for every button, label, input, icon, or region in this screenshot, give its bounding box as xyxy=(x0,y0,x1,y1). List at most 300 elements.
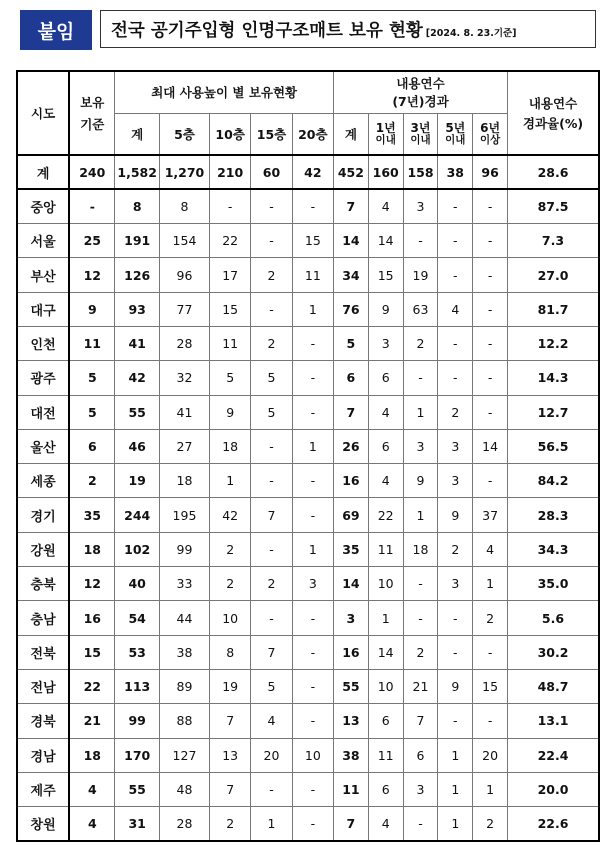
cell-region: 인천 xyxy=(17,326,69,360)
cell-standard: 25 xyxy=(69,224,115,258)
cell-region: 서울 xyxy=(17,224,69,258)
cell-h-total: 102 xyxy=(115,532,160,566)
cell-l5: - xyxy=(438,189,473,223)
cell-l-total: 38 xyxy=(334,738,369,772)
cell-l3: 18 xyxy=(403,532,438,566)
cell-l6: 4 xyxy=(473,532,508,566)
sub-height-total: 계 xyxy=(115,113,160,155)
cell-l1: 6 xyxy=(368,429,403,463)
table-row xyxy=(17,635,599,669)
cell-region: 창원 xyxy=(17,807,69,841)
cell-h15: - xyxy=(251,292,292,326)
cell-standard: 4 xyxy=(69,772,115,806)
cell-h20: 3 xyxy=(292,567,333,601)
cell-l3: - xyxy=(403,807,438,841)
cell-l6: - xyxy=(473,635,508,669)
cell-h10: 10 xyxy=(210,601,251,635)
col-rate-header xyxy=(508,71,600,155)
table-row xyxy=(17,395,599,429)
cell-l1: 4 xyxy=(368,189,403,223)
cell-h10: 15 xyxy=(210,292,251,326)
cell-region: 대구 xyxy=(17,292,69,326)
cell-l6: 96 xyxy=(473,155,508,189)
cell-h10: 17 xyxy=(210,258,251,292)
cell-l6: 2 xyxy=(473,601,508,635)
cell-h-total: 126 xyxy=(115,258,160,292)
cell-h5: 99 xyxy=(159,532,209,566)
cell-h5: 88 xyxy=(159,704,209,738)
sub-height-10: 10층 xyxy=(210,113,251,155)
cell-l1: 10 xyxy=(368,567,403,601)
cell-h-total: 42 xyxy=(115,361,160,395)
cell-h10: 7 xyxy=(210,704,251,738)
cell-l3: 3 xyxy=(403,429,438,463)
cell-h15: 1 xyxy=(251,807,292,841)
cell-rate: 48.7 xyxy=(508,669,600,703)
sub-life-1y-l1: 1년 xyxy=(375,120,396,135)
cell-h20: 1 xyxy=(292,292,333,326)
cell-h10: - xyxy=(210,189,251,223)
cell-l5: - xyxy=(438,361,473,395)
sub-height-15: 15층 xyxy=(251,113,292,155)
cell-h20: - xyxy=(292,361,333,395)
cell-h-total: 55 xyxy=(115,772,160,806)
cell-l5: - xyxy=(438,704,473,738)
col-standard-line1: 보유 xyxy=(80,95,105,110)
cell-h10: 11 xyxy=(210,326,251,360)
cell-h-total: 46 xyxy=(115,429,160,463)
cell-region: 대전 xyxy=(17,395,69,429)
cell-rate: 20.0 xyxy=(508,772,600,806)
cell-l6: - xyxy=(473,224,508,258)
cell-l1: 6 xyxy=(368,361,403,395)
cell-rate: 5.6 xyxy=(508,601,600,635)
title-box xyxy=(100,10,596,48)
cell-h15: 2 xyxy=(251,258,292,292)
cell-region: 전남 xyxy=(17,669,69,703)
cell-h15: 60 xyxy=(251,155,292,189)
cell-h10: 9 xyxy=(210,395,251,429)
cell-h5: 33 xyxy=(159,567,209,601)
cell-l3: 9 xyxy=(403,464,438,498)
cell-l3: 2 xyxy=(403,635,438,669)
sub-life-5y-l1: 5년 xyxy=(445,120,466,135)
cell-l3: 6 xyxy=(403,738,438,772)
cell-h15: 7 xyxy=(251,498,292,532)
cell-l6: - xyxy=(473,361,508,395)
cell-rate: 13.1 xyxy=(508,704,600,738)
cell-standard: 240 xyxy=(69,155,115,189)
cell-rate: 35.0 xyxy=(508,567,600,601)
cell-h20: - xyxy=(292,498,333,532)
cell-l5: - xyxy=(438,258,473,292)
cell-standard: 16 xyxy=(69,601,115,635)
cell-standard: 18 xyxy=(69,738,115,772)
table-row xyxy=(17,292,599,326)
cell-standard: 18 xyxy=(69,532,115,566)
cell-l1: 6 xyxy=(368,704,403,738)
cell-h-total: 53 xyxy=(115,635,160,669)
table-row xyxy=(17,532,599,566)
cell-region: 충북 xyxy=(17,567,69,601)
cell-h5: 28 xyxy=(159,807,209,841)
cell-region: 울산 xyxy=(17,429,69,463)
cell-region: 중앙 xyxy=(17,189,69,223)
cell-l5: 3 xyxy=(438,429,473,463)
cell-h-total: 54 xyxy=(115,601,160,635)
cell-l5: - xyxy=(438,635,473,669)
cell-h5: 127 xyxy=(159,738,209,772)
cell-l6: 1 xyxy=(473,772,508,806)
cell-standard: 2 xyxy=(69,464,115,498)
cell-region: 경북 xyxy=(17,704,69,738)
table-row xyxy=(17,601,599,635)
cell-h15: 2 xyxy=(251,567,292,601)
cell-h-total: 55 xyxy=(115,395,160,429)
cell-l3: 2 xyxy=(403,326,438,360)
table-row xyxy=(17,669,599,703)
cell-l3: 63 xyxy=(403,292,438,326)
table-row xyxy=(17,567,599,601)
col-rate-line2: 경과율(%) xyxy=(522,116,584,131)
sub-life-1y xyxy=(368,113,403,155)
cell-l-total: 14 xyxy=(334,567,369,601)
cell-h20: - xyxy=(292,395,333,429)
cell-l5: - xyxy=(438,224,473,258)
group-life-line2: (7년)경과 xyxy=(392,94,449,110)
cell-l6: 14 xyxy=(473,429,508,463)
cell-h15: - xyxy=(251,772,292,806)
cell-h20: 1 xyxy=(292,532,333,566)
cell-l3: 3 xyxy=(403,189,438,223)
sub-life-3y-l2: 이내 xyxy=(410,133,431,146)
cell-standard: 9 xyxy=(69,292,115,326)
cell-l1: 160 xyxy=(368,155,403,189)
sub-height-5: 5층 xyxy=(159,113,209,155)
cell-l1: 14 xyxy=(368,635,403,669)
cell-h10: 8 xyxy=(210,635,251,669)
cell-h20: 15 xyxy=(292,224,333,258)
cell-h10: 210 xyxy=(210,155,251,189)
cell-h10: 18 xyxy=(210,429,251,463)
cell-h-total: 244 xyxy=(115,498,160,532)
cell-l1: 11 xyxy=(368,738,403,772)
cell-l1: 4 xyxy=(368,807,403,841)
table-row xyxy=(17,772,599,806)
col-region-header: 시도 xyxy=(17,71,69,155)
table-row xyxy=(17,738,599,772)
cell-l3: - xyxy=(403,601,438,635)
cell-l6: - xyxy=(473,704,508,738)
cell-h10: 2 xyxy=(210,532,251,566)
cell-h5: 154 xyxy=(159,224,209,258)
table-row xyxy=(17,429,599,463)
cell-l-total: 11 xyxy=(334,772,369,806)
cell-rate: 12.2 xyxy=(508,326,600,360)
cell-l6: - xyxy=(473,258,508,292)
table-row xyxy=(17,807,599,841)
cell-standard: 21 xyxy=(69,704,115,738)
mat-holdings-table xyxy=(16,70,600,842)
cell-h15: 4 xyxy=(251,704,292,738)
cell-l-total: 6 xyxy=(334,361,369,395)
cell-rate: 30.2 xyxy=(508,635,600,669)
cell-l-total: 16 xyxy=(334,464,369,498)
table-row xyxy=(17,258,599,292)
cell-l6: 37 xyxy=(473,498,508,532)
cell-h5: 38 xyxy=(159,635,209,669)
cell-rate: 28.6 xyxy=(508,155,600,189)
cell-h-total: 41 xyxy=(115,326,160,360)
cell-l6: 20 xyxy=(473,738,508,772)
cell-h5: 41 xyxy=(159,395,209,429)
cell-l1: 14 xyxy=(368,224,403,258)
group-height-header: 최대 사용높이 별 보유현황 xyxy=(115,71,334,113)
table-row xyxy=(17,704,599,738)
cell-l6: - xyxy=(473,292,508,326)
cell-h5: 8 xyxy=(159,189,209,223)
cell-l6: - xyxy=(473,326,508,360)
cell-h20: - xyxy=(292,635,333,669)
cell-standard: 12 xyxy=(69,258,115,292)
cell-h5: 28 xyxy=(159,326,209,360)
cell-l-total: 7 xyxy=(334,807,369,841)
cell-h15: 5 xyxy=(251,361,292,395)
cell-l-total: 5 xyxy=(334,326,369,360)
cell-h5: 44 xyxy=(159,601,209,635)
cell-l5: 1 xyxy=(438,807,473,841)
cell-region: 광주 xyxy=(17,361,69,395)
cell-l3: 1 xyxy=(403,498,438,532)
table-row xyxy=(17,361,599,395)
group-life-header xyxy=(334,71,508,113)
cell-l6: 15 xyxy=(473,669,508,703)
cell-l3: 7 xyxy=(403,704,438,738)
cell-h-total: 1,582 xyxy=(115,155,160,189)
cell-h5: 48 xyxy=(159,772,209,806)
cell-standard: 22 xyxy=(69,669,115,703)
cell-l5: 2 xyxy=(438,395,473,429)
total-row xyxy=(17,155,599,189)
cell-l5: 4 xyxy=(438,292,473,326)
cell-h20: 11 xyxy=(292,258,333,292)
cell-l3: 1 xyxy=(403,395,438,429)
cell-h15: 7 xyxy=(251,635,292,669)
cell-l5: 38 xyxy=(438,155,473,189)
cell-l-total: 16 xyxy=(334,635,369,669)
cell-h10: 2 xyxy=(210,567,251,601)
cell-standard: - xyxy=(69,189,115,223)
cell-l1: 15 xyxy=(368,258,403,292)
page-title: 전국 공기주입형 인명구조매트 보유 현황 xyxy=(111,20,423,41)
attachment-badge: 붙임 xyxy=(20,10,92,50)
cell-rate: 7.3 xyxy=(508,224,600,258)
cell-h15: - xyxy=(251,189,292,223)
cell-h5: 1,270 xyxy=(159,155,209,189)
cell-h10: 5 xyxy=(210,361,251,395)
cell-rate: 22.6 xyxy=(508,807,600,841)
cell-l1: 1 xyxy=(368,601,403,635)
cell-rate: 34.3 xyxy=(508,532,600,566)
cell-h10: 13 xyxy=(210,738,251,772)
sub-life-6y-l2: 이상 xyxy=(479,133,501,146)
cell-h5: 77 xyxy=(159,292,209,326)
cell-standard: 5 xyxy=(69,395,115,429)
cell-l-total: 452 xyxy=(334,155,369,189)
cell-l-total: 13 xyxy=(334,704,369,738)
cell-h10: 22 xyxy=(210,224,251,258)
cell-l-total: 3 xyxy=(334,601,369,635)
reference-date: [2024. 8. 23.기준] xyxy=(425,28,517,39)
sub-life-5y-l2: 이내 xyxy=(445,133,466,146)
cell-h10: 2 xyxy=(210,807,251,841)
cell-h5: 18 xyxy=(159,464,209,498)
cell-l1: 4 xyxy=(368,395,403,429)
document-header xyxy=(20,10,598,50)
cell-l-total: 34 xyxy=(334,258,369,292)
cell-l-total: 35 xyxy=(334,532,369,566)
cell-h20: - xyxy=(292,326,333,360)
table-row xyxy=(17,189,599,223)
col-standard-header xyxy=(69,71,115,155)
sub-life-3y-l1: 3년 xyxy=(410,120,431,135)
cell-standard: 4 xyxy=(69,807,115,841)
cell-l5: 1 xyxy=(438,772,473,806)
cell-l3: 158 xyxy=(403,155,438,189)
cell-h5: 96 xyxy=(159,258,209,292)
cell-h15: 5 xyxy=(251,395,292,429)
cell-h15: 5 xyxy=(251,669,292,703)
cell-region: 충남 xyxy=(17,601,69,635)
cell-h-total: 40 xyxy=(115,567,160,601)
cell-l1: 11 xyxy=(368,532,403,566)
cell-rate: 87.5 xyxy=(508,189,600,223)
cell-rate: 56.5 xyxy=(508,429,600,463)
cell-h15: - xyxy=(251,532,292,566)
cell-h-total: 8 xyxy=(115,189,160,223)
cell-l3: - xyxy=(403,567,438,601)
cell-region: 계 xyxy=(17,155,69,189)
cell-l1: 3 xyxy=(368,326,403,360)
cell-h20: 42 xyxy=(292,155,333,189)
table-row xyxy=(17,498,599,532)
cell-region: 전북 xyxy=(17,635,69,669)
cell-standard: 5 xyxy=(69,361,115,395)
table-row xyxy=(17,326,599,360)
cell-rate: 14.3 xyxy=(508,361,600,395)
table-row xyxy=(17,464,599,498)
cell-h20: 10 xyxy=(292,738,333,772)
sub-life-5y xyxy=(438,113,473,155)
cell-l3: - xyxy=(403,224,438,258)
cell-l-total: 26 xyxy=(334,429,369,463)
cell-standard: 15 xyxy=(69,635,115,669)
cell-h5: 89 xyxy=(159,669,209,703)
cell-h20: - xyxy=(292,189,333,223)
cell-h5: 27 xyxy=(159,429,209,463)
cell-h20: - xyxy=(292,464,333,498)
group-life-line1: 내용연수 xyxy=(396,76,445,92)
cell-h20: - xyxy=(292,704,333,738)
cell-h20: - xyxy=(292,807,333,841)
header-row-1 xyxy=(17,71,599,113)
cell-l6: 2 xyxy=(473,807,508,841)
table-row xyxy=(17,224,599,258)
cell-region: 강원 xyxy=(17,532,69,566)
cell-l-total: 7 xyxy=(334,395,369,429)
cell-l6: - xyxy=(473,395,508,429)
cell-l6: - xyxy=(473,464,508,498)
cell-h10: 19 xyxy=(210,669,251,703)
cell-l1: 6 xyxy=(368,772,403,806)
cell-standard: 12 xyxy=(69,567,115,601)
cell-h10: 1 xyxy=(210,464,251,498)
cell-h-total: 113 xyxy=(115,669,160,703)
cell-l-total: 14 xyxy=(334,224,369,258)
cell-h20: 1 xyxy=(292,429,333,463)
cell-h-total: 170 xyxy=(115,738,160,772)
cell-h15: - xyxy=(251,464,292,498)
cell-h5: 195 xyxy=(159,498,209,532)
cell-h15: - xyxy=(251,224,292,258)
cell-h-total: 31 xyxy=(115,807,160,841)
cell-l5: 3 xyxy=(438,567,473,601)
sub-life-1y-l2: 이내 xyxy=(375,133,396,146)
sub-life-3y xyxy=(403,113,438,155)
cell-l-total: 76 xyxy=(334,292,369,326)
cell-region: 경기 xyxy=(17,498,69,532)
cell-h-total: 191 xyxy=(115,224,160,258)
cell-h-total: 99 xyxy=(115,704,160,738)
col-standard-line2: 기준 xyxy=(80,117,105,132)
cell-l3: 19 xyxy=(403,258,438,292)
col-rate-line1: 내용연수 xyxy=(528,96,578,111)
cell-h15: 20 xyxy=(251,738,292,772)
cell-h15: - xyxy=(251,601,292,635)
cell-region: 세종 xyxy=(17,464,69,498)
cell-l5: - xyxy=(438,601,473,635)
cell-h-total: 19 xyxy=(115,464,160,498)
cell-l5: 1 xyxy=(438,738,473,772)
cell-l5: 9 xyxy=(438,669,473,703)
sub-life-6y xyxy=(473,113,508,155)
cell-l5: 9 xyxy=(438,498,473,532)
cell-h10: 7 xyxy=(210,772,251,806)
cell-l-total: 7 xyxy=(334,189,369,223)
cell-l1: 4 xyxy=(368,464,403,498)
cell-h-total: 93 xyxy=(115,292,160,326)
cell-standard: 6 xyxy=(69,429,115,463)
cell-l5: 3 xyxy=(438,464,473,498)
sub-life-total: 계 xyxy=(334,113,369,155)
cell-rate: 22.4 xyxy=(508,738,600,772)
cell-standard: 35 xyxy=(69,498,115,532)
cell-region: 부산 xyxy=(17,258,69,292)
cell-l1: 10 xyxy=(368,669,403,703)
cell-rate: 27.0 xyxy=(508,258,600,292)
cell-l6: 1 xyxy=(473,567,508,601)
cell-l3: - xyxy=(403,361,438,395)
table-body xyxy=(17,155,599,841)
cell-h5: 32 xyxy=(159,361,209,395)
cell-h20: - xyxy=(292,772,333,806)
cell-l6: - xyxy=(473,189,508,223)
sub-life-6y-l1: 6년 xyxy=(480,120,501,135)
cell-l1: 9 xyxy=(368,292,403,326)
cell-standard: 11 xyxy=(69,326,115,360)
cell-l3: 3 xyxy=(403,772,438,806)
cell-l3: 21 xyxy=(403,669,438,703)
